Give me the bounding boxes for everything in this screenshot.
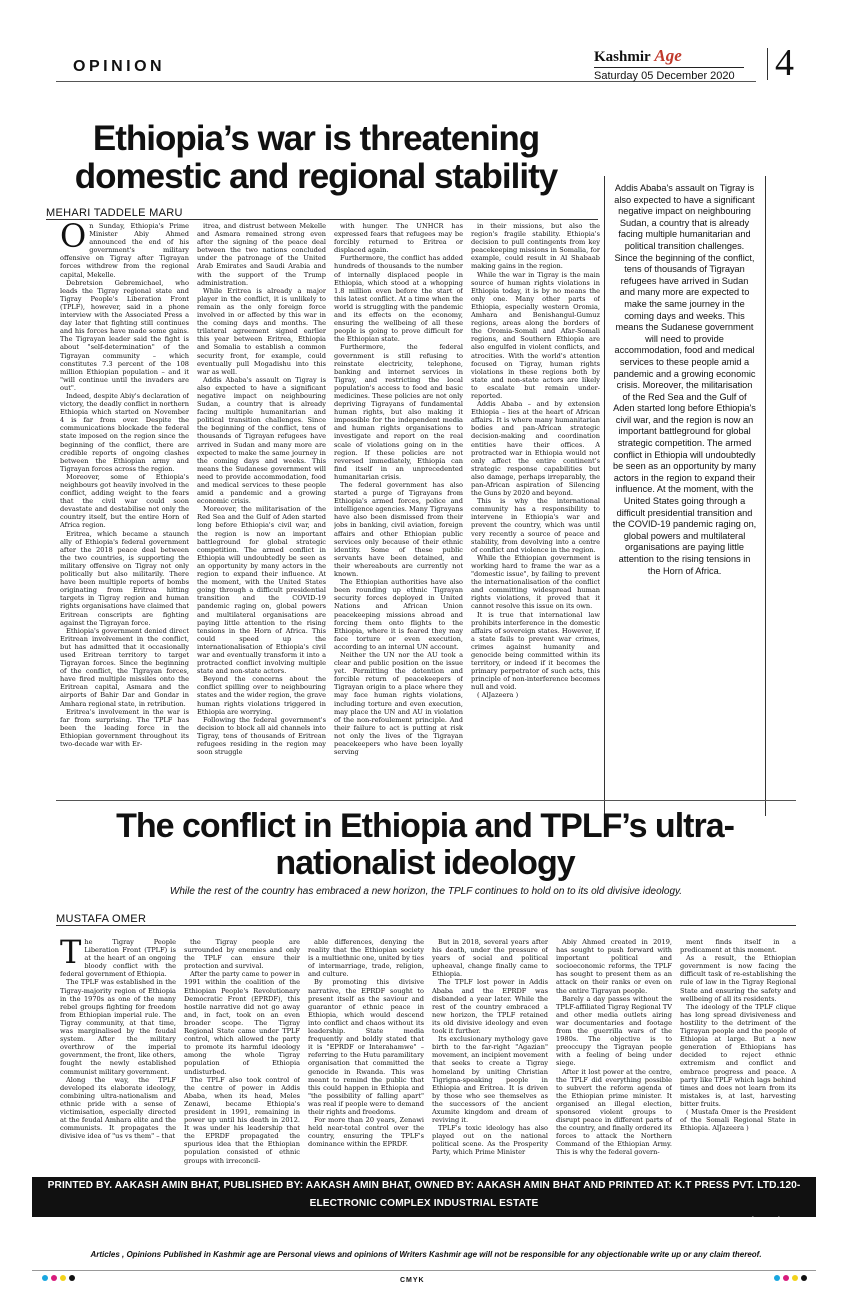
- paragraph: ( Mustafa Omer is the President of the Somali Regional State in Ethiopia. AlJazeera ): [680, 1107, 796, 1133]
- text-column: [471, 222, 600, 822]
- paragraph: The TPLF was established in the Tigray-majority region of Ethiopia in the 1970s as one of the many rebel groups fighting for freedom from Ethiopian imperial rule. The Tigray community, at that time, was marginalised by the feudal system. After the military overthrow of the imperial government, the front, like others, fought the newly established communist military government.: [60, 978, 176, 1076]
- article1-body: [60, 222, 600, 822]
- yellow-dot: [792, 1275, 798, 1281]
- paragraph: ( AlJazeera ): [477, 691, 519, 700]
- paragraph: Addis Ababa – and by extension Ethiopia – lies at the heart of African affairs. It is where many humanitarian bodies and pan-African strategic decision-making and coordination entities have their offices. A protracted war in Ethiopia would not only affect the entire continent's strategic response capabilities but also damage, perhaps irreparably, the pan-African aspiration of Silencing the Guns by 2020 and beyond.: [471, 400, 600, 498]
- paragraph: The Ethiopian authorities have also been rounding up ethnic Tigrayan security forces deployed in United Nations and African Union peacekeeping missions abroad and forcing them onto flights to the Ethiopia, where it is feared they may face torture or even execution, according to an internal UN account.: [334, 578, 463, 651]
- paragraph: It is true that international law prohibits interference in the domestic affairs of sovereign states. However, if a state fails to prevent war crimes, crimes against humanity and genocide being committed within its territory, or indeed if it becomes the primary perpetrator of such acts, this principle of non-interference becomes null and void.: [471, 610, 600, 692]
- paragraph: Ethiopia's government denied direct Eritrean involvement in the conflict, but has admitted that it occasionally used Eritrean territory to target Tigrayan forces. Since the beginning of the conflict, the Tigrayan forces, have fired multiple missiles onto the Eritrean capital, Asmara and the airports of Bahir Dar and Gondar in Amhara regional state, in retribution.: [60, 626, 189, 708]
- paragraph: Abiy Ahmed created in 2019, has sought to push forward with important political and socioeconomic reforms, the TPLF has sought to present them as an attack on their ranks or even on the entire Tigrayan people.: [556, 938, 672, 995]
- paragraph: But in 2018, several years after his death, under the pressure of years of social and political upheaval, change finally came to Ethiopia.: [432, 938, 548, 979]
- brand-name: Kashmir: [594, 49, 651, 65]
- brand-logo: [594, 46, 744, 66]
- masthead: [594, 46, 744, 82]
- paragraph: n Sunday, Ethiopia's Prime Minister Abiy Ahmed announced the end of his government's military offensive on Tigray after Tigrayan forces withdrew from the regional capital, Mekelle.: [60, 222, 189, 279]
- magenta-dot: [783, 1275, 789, 1281]
- paragraph: able differences, denying the reality that the Ethiopian society is a multiethnic one, united by ties of intermarriage, trade, religion, and culture.: [308, 938, 424, 979]
- paragraph: Moreover, the militarisation of the Red Sea and the Gulf of Aden started long before Ethiopia's civil war, and the region is now an important battleground for global strategic competition. The armed conflict in Ethiopia will undoubtedly be seen as an opportunity by many actors in the region to expand their influence. At the moment, with the United States going through a difficult presidential transition and the COVID-19 pandemic raging on, global powers and multilateral organisations are paying little attention to the rising tensions in the Horn of Africa. This could speed up the internationalisation of Ethiopia's civil war and eventually transform it into a protracted conflict involving multiple state and non-state actors.: [197, 505, 326, 676]
- paragraph: The TPLF also took control of the centre of power in Addis Ababa, when its head, Meles Zenawi, became Ethiopia's president in 1991, remaining in power up until his death in 2012. It was under his leadership that the EPRDF propagated the spurious idea that the Ethiopian population consisted of ethnic groups with irreconcil-: [184, 1075, 300, 1165]
- cyan-dot: [774, 1275, 780, 1281]
- paragraph: Debretsion Gebremichael, who leads the Tigray regional state and Tigray People's Liberation Front (TPLF), however, said in a phone interview with the Associated Press a day later that fighting still continues and his forces have made some gains. The Tigrayan leader said the fight is about "self-determination" of the Tigrayan community – which constitutes 7.3 percent of the 108 million Ethiopian population – and it "will continue until the invaders are out".: [60, 278, 189, 392]
- black-dot: [69, 1275, 75, 1281]
- cyan-dot: [42, 1275, 48, 1281]
- paragraph: After it lost power at the centre, the TPLF did everything possible to subvert the reform agenda of the Ethiopian prime minister. It organised an illegal election, sponsored violent groups to disrupt peace in different parts of the country, and finally ordered its forces to attack the Northern Command of the Ethiopian Army. This is why the federal govern-: [556, 1067, 672, 1157]
- paragraph: By promoting this divisive narrative, the EPRDF sought to present itself as the saviour and guarantor of ethnic peace in Ethiopia, which would descend into conflict and chaos without its leadership. State media frequently and boldly stated that it is "EPRDF or Interahamwe" – referring to the Hutu paramilitary organisation that committed the genocide in Rwanda. This was meant to remind the public that this could happen in Ethiopia and "the possibility of falling apart" was real if people were to demand their rights and freedoms.: [308, 978, 424, 1116]
- article1-headline: Ethiopia’s war is threatening domestic and regional stability: [74, 119, 558, 196]
- paragraph: Along the way, the TPLF developed its elaborate ideology, combining ultra-nationalism and ethnic pride with a sense of victimisation, especially directed at the feudal Amhara elite and the communists. It propagates the divisive idea of "us vs them" – that: [60, 1075, 176, 1141]
- black-dot: [801, 1275, 807, 1281]
- paragraph: Neither the UN nor the AU took a clear and public position on the issue yet. Permitting the detention and forcible return of peacekeepers of Tigrayan origin to a place where they may face human rights violations, including torture and even execution, may place the UN and AU in violation of the non-refoulement principle. And their failure to act is putting at risk not only the lives of the Tigrayan peacekeepers who have been loyally serving: [334, 650, 463, 757]
- text-column: [60, 222, 189, 822]
- registration-dots-left: [42, 1275, 75, 1281]
- article-separator: [56, 800, 796, 801]
- paragraph: Moreover, some of Ethiopia's neighbours got heavily involved in the conflict, adding weight to the fears that the civil war could soon devastate and destabilise not only the country itself, but the entire Horn of Africa region.: [60, 472, 189, 530]
- paragraph: After the party came to power in 1991 within the coalition of the Ethiopian People's Revolutionary Democratic Front (EPRDF), this hostile narrative did not go away and, in fact, took on an even broader scope. The Tigray Regional State came under TPLF control, which allowed the party to promote its harmful ideology among the whole Tigray population of Ethiopia undisturbed.: [184, 970, 300, 1076]
- paragraph: As a result, the Ethiopian government is now facing the difficult task of re-establishing the rule of law in the Tigray Regional State and ensuring the safety and wellbeing of all its residents.: [680, 954, 796, 1003]
- page-number: 4: [775, 42, 794, 84]
- paragraph: Following the federal government's decision to block all aid channels into Tigray, tens of thousands of Eritrean refugees residing in the region may soon struggle: [197, 715, 326, 757]
- magenta-dot: [51, 1275, 57, 1281]
- imprint-line-2: RANGRETH BUDGAM, J&K. AND PUBLISHED AT: MEDIA ENCLAVE RESIDENCY ROAD SGR. 190001 J&K. EDITOR: AAKASH AMIN BHAT, JKENG/2006/23952: [39, 1216, 809, 1227]
- paragraph: Indeed, despite Abiy's declaration of victory, the deadly conflict in northern Ethiopia which started on November 4 is far from over. Despite the communications blockade the federal state imposed on the region since the beginning of the conflict, there are credible reports of ongoing clashes between the Ethiopian army and Tigrayan forces across the region.: [60, 391, 189, 473]
- paragraph: TPLF's toxic ideology has also played out on the national political scene. As the Prosperity Party, which Prime Minister: [432, 1124, 548, 1157]
- paragraph: Eritrea, which became a staunch ally of Ethiopia's federal government after the 2018 peace deal between the two countries, is supporting the military offensive on Tigray not only politically but also militarily. There have been multiple reports of bombs originating from Eritrea hitting targets in Tigray region and human rights organisations have claimed that Eritrean conscripts are fighting against the Tigrayan force.: [60, 529, 189, 627]
- byline-rule-2: [56, 925, 796, 926]
- registration-rule: [32, 1270, 816, 1271]
- registration-dots-right: [774, 1275, 807, 1281]
- paragraph: itrea, and distrust between Mekelle and Asmara remained strong even after the signing of the peace deal between the two nations concluded under the patronage of the United Arab Emirates and Saudi Arabia and with the support of the Trump administration.: [197, 222, 326, 287]
- text-column: [334, 222, 463, 822]
- paragraph: While the war in Tigray is the main source of human rights violations in Ethiopia today, it is by no means the only one. Many other parts of Ethiopia, especially western Oromia, Amhara and Benishangul-Gumuz regions, areas along the borders of the Oromia-Somali and Afar-Somali regions, and Southern Ethiopia are also engulfed in violent conflicts, and atrocities. With the world's attention focused on Tigray, human rights violations in these regions both by state and non-state actors are likely to escalate but remain under-reported.: [471, 270, 600, 400]
- paragraph: While the Ethiopian government is working hard to frame the war as a "domestic issue", by failing to prevent the internationalisation of the conflict and committing widespread human rights violations, it proved that it cannot resolve this issue on its own.: [471, 553, 600, 611]
- drop-cap: T: [60, 938, 82, 971]
- article2-headline: The conflict in Ethiopia and TPLF’s ultra-nationalist ideology: [116, 807, 734, 882]
- paragraph: For more than 20 years, Zenawi held near-total control over the country, ensuring the TPLF's dominance within the EPRDF.: [308, 1116, 424, 1149]
- paragraph: Furthermore, the federal government is still refusing to reinstate electricity, telephone, banking and internet services in Tigray, and restricting the local population's access to food and basic medicines. These policies are not only depriving Tigrayans of fundamental human rights, but also making it impossible for the independent media and human rights organisations to investigate and report on the real scale of violations going on in the region. If these policies are not reversed immediately, Ethiopia can find itself in an unprecedented humanitarian crisis.: [334, 343, 463, 481]
- header-divider: [767, 48, 768, 80]
- paragraph: the Tigray people are surrounded by enemies and only the TPLF can ensure their protection and survival.: [184, 938, 300, 971]
- paragraph: Furthermore, the conflict has added hundreds of thousands to the number of internally displaced people in Ethiopia, which stood at a whopping 1.8 million even before the start of this latest conflict. At a time when the world is struggling with the pandemic and its effects on the economy, ensuring the wellbeing of all these people is going to prove difficult for the Ethiopian state.: [334, 254, 463, 344]
- masthead-rule: [594, 67, 744, 68]
- yellow-dot: [60, 1275, 66, 1281]
- article1-byline: MEHARI TADDELE MARU: [46, 207, 183, 219]
- pullquote-divider-left: [604, 176, 605, 816]
- article2-subhead: While the rest of the country has embraced a new horizon, the TPLF continues to hold on to its old divisive ideology.: [169, 886, 683, 897]
- paragraph: he Tigray People Liberation Front (TPLF) is at the heart of an ongoing bloody conflict with the federal government of Ethiopia.: [60, 938, 176, 979]
- article2-byline: MUSTAFA OMER: [56, 913, 147, 925]
- paragraph: Addis Ababa's assault on Tigray is also expected to have a significant negative impact on neighbouring Sudan, a country that is already facing multiple humanitarian and political transition challenges. Since the beginning of the conflict, tens of thousands of Tigrayan refugees have arrived in Sudan and many more are expected to make the same journey in the coming days and weeks. This means the Sudanese government will need to provide accommodation, food and medical services to these people amid a pandemic and a growing economic crisis.: [197, 375, 326, 506]
- paragraph: The TPLF lost power in Addis Ababa and the EPRDF was disbanded a year later. While the rest of the country embraced a new horizon, the TPLF retained its old divisive ideology and even took it further.: [432, 978, 548, 1036]
- paragraph: ment finds itself in a predicament at this moment.: [680, 938, 796, 955]
- byline-rule: [46, 219, 598, 220]
- disclaimer: Articles , Opinions Published in Kashmir age are Personal views and opinions of Writers Kashmir age will not be responsible for any objectionable write up or any claim thereof.: [90, 1250, 762, 1259]
- drop-cap: O: [60, 222, 87, 255]
- imprint-line-1: PRINTED BY. AAKASH AMIN BHAT, PUBLISHED BY: AAKASH AMIN BHAT, OWNED BY: AAKASH AMIN BHAT AND PRINTED AT: K.T PRESS PVT. LTD.120- ELECTRONIC COMPLEX INDUSTRIAL ESTATE: [47, 1180, 801, 1209]
- text-column: [197, 222, 326, 822]
- paragraph: This is why the international community has a responsibility to intervene in Ethiopia's war and prevent the country, which was until very recently a source of peace and stability, from devolving into a centre of conflict and violence in the region.: [471, 497, 600, 554]
- paragraph: Beyond the concerns about the conflict spilling over to neighbouring states and the wider region, the grave human rights violations triggered in Ethiopia are worrying.: [197, 675, 326, 716]
- paragraph: with hunger. The UNHCR has expressed fears that refugees may be forcibly returned to Eritrea or displaced again.: [334, 222, 463, 255]
- pullquote: Addis Ababa's assault on Tigray is also expected to have a significant negative impact on neighbouring Sudan, a country that is already facing multiple humanitarian and political transition challenges. Since the beginning of the conflict, tens of thousands of Tigrayan refugees have arrived in Sudan and many more are expected to make the same journey in the coming days and weeks. This means the Sudanese government will need to provide accommodation, food and medical services to these people amid a pandemic and a growing economic crisis. Moreover, the militarisation of the Red Sea and the Gulf of Aden started long before Ethiopia's civil war, and the region is now an important battleground for global strategic competition. The armed conflict in Ethiopia will undoubtedly be seen as an opportunity by many actors in the region to expand their influence. At the moment, with the United States going through a difficult presidential transition and the COVID-19 pandemic raging on, global powers and multilateral organisations are paying little attention to the rising tensions in the Horn of Africa.: [612, 183, 757, 576]
- paragraph: The federal government has also started a purge of Tigrayans from Ethiopia's armed forces, police and intelligence agencies. Many Tigrayans have also been dismissed from their jobs in banking, civil aviation, foreign affairs and other Ethiopian public services only because of their ethnic identity. Some of these public servants have been detained, and their whereabouts are currently not known.: [334, 481, 463, 579]
- paragraph: The ideology of the TPLF clique has long spread divisiveness and hostility to the detriment of the Tigrayan people and the people of Ethiopia at large. But a new generation of Ethiopians has decided to reject ethnic extremism and conflict and embrace progress and peace. A party like TPLF which lags behind times and does not learn from its mistakes is, at last, harvesting bitter fruits.: [680, 1002, 796, 1108]
- paragraph: While Eritrea is already a major player in the conflict, it is unlikely to remain as the only foreign force involved in or affected by this war in the coming days and months. The trilateral agreement signed earlier this year between Eritrea, Ethiopia and Somalia to establish a common security front, for example, could eventually pull Mogadishu into this war as well.: [197, 286, 326, 376]
- paragraph: Its exclusionary mythology gave birth to the far-right "Agazian" movement, an incipient movement that seeks to create a Tigray homeland by uniting Christian Tigrigna-speaking people in Ethiopia and Eritrea. It is driven by those who see themselves as the successors of the ancient Axumite kingdom and dream of reviving it.: [432, 1035, 548, 1125]
- section-label: OPINION: [73, 58, 166, 75]
- imprint-bar: [32, 1177, 816, 1227]
- paragraph: in their missions, but also the region's fragile stability. Ethiopia's decision to pull contingents from key peacekeeping missions in Somalia, for example, could result in Al Shabaab making gains in the region.: [471, 222, 600, 271]
- issue-date: Saturday 05 December 2020: [594, 70, 735, 82]
- pullquote-divider-right: [765, 176, 766, 816]
- paragraph: Eritrea's involvement in the war is far from surprising. The TPLF has been the leading force in the Ethiopian government throughout its two-decade war with Er-: [60, 707, 189, 748]
- paragraph: Barely a day passes without the TPLF-affiliated Tigray Regional TV and other media outlets airing war documentaries and footage from the guerrilla wars of the 1980s. The objective is to preoccupy the Tigrayan people with a feeling of being under siege.: [556, 994, 672, 1068]
- cmyk-mark: CMYK: [400, 1277, 425, 1284]
- brand-age: Age: [654, 46, 682, 65]
